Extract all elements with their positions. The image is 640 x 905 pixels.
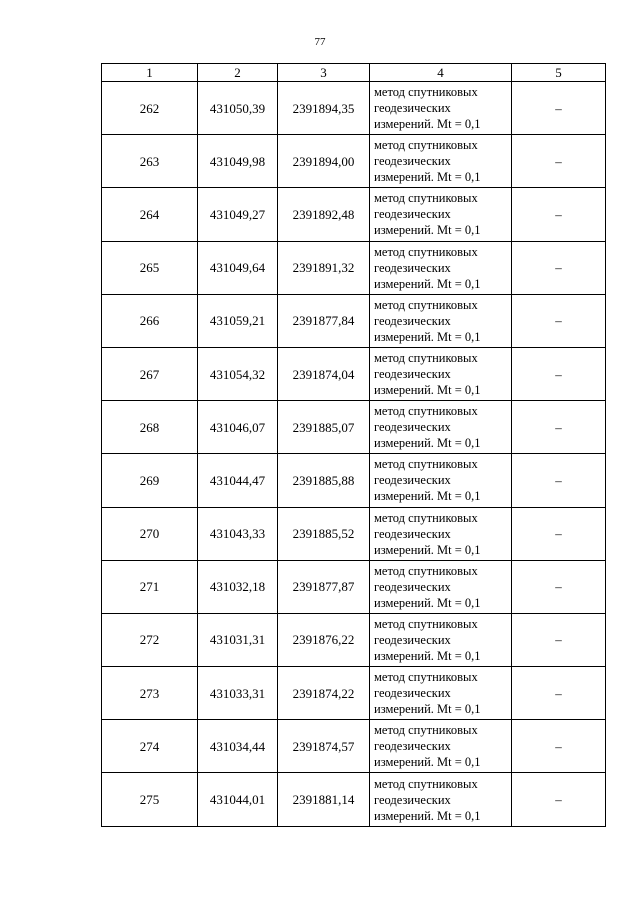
method-line: метод спутниковых	[374, 351, 478, 366]
note-cell: –	[512, 773, 606, 826]
method-line: измерений. Mt = 0,1	[374, 170, 481, 185]
y-coordinate-cell: 2391874,57	[278, 720, 370, 773]
method-line: метод спутниковых	[374, 85, 478, 100]
method-line: геодезических	[374, 632, 451, 647]
x-coordinate-cell: 431054,32	[198, 347, 278, 400]
note-cell: –	[512, 135, 606, 188]
method-cell	[370, 773, 512, 826]
y-coordinate-cell: 2391881,14	[278, 773, 370, 826]
y-coordinate-cell: 2391885,52	[278, 507, 370, 560]
y-coordinate-cell: 2391876,22	[278, 613, 370, 666]
method-line: метод спутниковых	[374, 191, 478, 206]
method-line: геодезических	[374, 367, 451, 382]
method-line: измерений. Mt = 0,1	[374, 329, 481, 344]
note-cell: –	[512, 188, 606, 241]
y-coordinate-cell: 2391877,87	[278, 560, 370, 613]
y-coordinate-cell: 2391885,88	[278, 454, 370, 507]
table-row	[102, 560, 606, 613]
method-line: геодезических	[374, 739, 451, 754]
table-row	[102, 241, 606, 294]
point-number-cell: 270	[102, 507, 198, 560]
x-coordinate-cell: 431044,47	[198, 454, 278, 507]
method-line: метод спутниковых	[374, 776, 478, 791]
method-cell	[370, 82, 512, 135]
method-cell	[370, 401, 512, 454]
x-coordinate-cell: 431033,31	[198, 667, 278, 720]
method-line: метод спутниковых	[374, 457, 478, 472]
method-cell	[370, 720, 512, 773]
method-line: геодезических	[374, 154, 451, 169]
x-coordinate-cell: 431043,33	[198, 507, 278, 560]
method-cell	[370, 347, 512, 400]
note-cell: –	[512, 241, 606, 294]
note-cell: –	[512, 82, 606, 135]
method-line: метод спутниковых	[374, 510, 478, 525]
method-line: метод спутниковых	[374, 723, 478, 738]
point-number-cell: 264	[102, 188, 198, 241]
column-header-5: 5	[512, 64, 606, 82]
method-line: измерений. Mt = 0,1	[374, 383, 481, 398]
method-line: геодезических	[374, 792, 451, 807]
method-line: геодезических	[374, 473, 451, 488]
method-cell	[370, 294, 512, 347]
note-cell: –	[512, 720, 606, 773]
note-cell: –	[512, 401, 606, 454]
point-number-cell: 262	[102, 82, 198, 135]
method-line: геодезических	[374, 526, 451, 541]
x-coordinate-cell: 431059,21	[198, 294, 278, 347]
x-coordinate-cell: 431032,18	[198, 560, 278, 613]
table-row	[102, 188, 606, 241]
point-number-cell: 271	[102, 560, 198, 613]
method-line: измерений. Mt = 0,1	[374, 648, 481, 663]
point-number-cell: 268	[102, 401, 198, 454]
method-line: метод спутниковых	[374, 244, 478, 259]
table-row	[102, 347, 606, 400]
x-coordinate-cell: 431050,39	[198, 82, 278, 135]
x-coordinate-cell: 431034,44	[198, 720, 278, 773]
x-coordinate-cell: 431049,64	[198, 241, 278, 294]
method-cell	[370, 613, 512, 666]
note-cell: –	[512, 454, 606, 507]
method-line: метод спутниковых	[374, 563, 478, 578]
y-coordinate-cell: 2391894,00	[278, 135, 370, 188]
x-coordinate-cell: 431031,31	[198, 613, 278, 666]
table-row	[102, 773, 606, 826]
y-coordinate-cell: 2391891,32	[278, 241, 370, 294]
point-number-cell: 272	[102, 613, 198, 666]
method-line: измерений. Mt = 0,1	[374, 276, 481, 291]
point-number-cell: 275	[102, 773, 198, 826]
method-line: измерений. Mt = 0,1	[374, 702, 481, 717]
note-cell: –	[512, 294, 606, 347]
method-line: измерений. Mt = 0,1	[374, 755, 481, 770]
x-coordinate-cell: 431046,07	[198, 401, 278, 454]
column-header-3: 3	[278, 64, 370, 82]
y-coordinate-cell: 2391874,22	[278, 667, 370, 720]
method-line: измерений. Mt = 0,1	[374, 808, 481, 823]
note-cell: –	[512, 613, 606, 666]
method-line: геодезических	[374, 313, 451, 328]
y-coordinate-cell: 2391894,35	[278, 82, 370, 135]
method-line: геодезических	[374, 101, 451, 116]
point-number-cell: 267	[102, 347, 198, 400]
x-coordinate-cell: 431049,27	[198, 188, 278, 241]
y-coordinate-cell: 2391892,48	[278, 188, 370, 241]
method-line: измерений. Mt = 0,1	[374, 117, 481, 132]
column-header-2: 2	[198, 64, 278, 82]
note-cell: –	[512, 667, 606, 720]
y-coordinate-cell: 2391877,84	[278, 294, 370, 347]
method-line: метод спутниковых	[374, 138, 478, 153]
method-cell	[370, 560, 512, 613]
point-number-cell: 263	[102, 135, 198, 188]
method-line: измерений. Mt = 0,1	[374, 223, 481, 238]
table-row	[102, 401, 606, 454]
method-line: геодезических	[374, 260, 451, 275]
table-row	[102, 294, 606, 347]
column-header-1: 1	[102, 64, 198, 82]
x-coordinate-cell: 431049,98	[198, 135, 278, 188]
page-number: 77	[314, 36, 326, 48]
method-line: метод спутниковых	[374, 404, 478, 419]
table-header-row	[102, 64, 606, 82]
point-number-cell: 269	[102, 454, 198, 507]
method-cell	[370, 507, 512, 560]
point-number-cell: 274	[102, 720, 198, 773]
method-line: геодезических	[374, 420, 451, 435]
x-coordinate-cell: 431044,01	[198, 773, 278, 826]
method-cell	[370, 667, 512, 720]
table-row	[102, 82, 606, 135]
table-row	[102, 720, 606, 773]
note-cell: –	[512, 507, 606, 560]
y-coordinate-cell: 2391885,07	[278, 401, 370, 454]
method-line: геодезических	[374, 686, 451, 701]
point-number-cell: 273	[102, 667, 198, 720]
coordinates-table	[101, 63, 606, 827]
method-line: геодезических	[374, 579, 451, 594]
method-line: измерений. Mt = 0,1	[374, 595, 481, 610]
y-coordinate-cell: 2391874,04	[278, 347, 370, 400]
method-line: метод спутниковых	[374, 670, 478, 685]
method-line: измерений. Mt = 0,1	[374, 542, 481, 557]
table-row	[102, 135, 606, 188]
table-row	[102, 613, 606, 666]
method-cell	[370, 454, 512, 507]
method-cell	[370, 188, 512, 241]
method-line: метод спутниковых	[374, 297, 478, 312]
table-row	[102, 667, 606, 720]
note-cell: –	[512, 347, 606, 400]
table-body	[102, 64, 606, 827]
method-line: геодезических	[374, 207, 451, 222]
table-row	[102, 454, 606, 507]
method-line: измерений. Mt = 0,1	[374, 436, 481, 451]
note-cell: –	[512, 560, 606, 613]
method-line: метод спутниковых	[374, 616, 478, 631]
method-line: измерений. Mt = 0,1	[374, 489, 481, 504]
column-header-4: 4	[370, 64, 512, 82]
point-number-cell: 265	[102, 241, 198, 294]
method-cell	[370, 135, 512, 188]
point-number-cell: 266	[102, 294, 198, 347]
method-cell	[370, 241, 512, 294]
table-row	[102, 507, 606, 560]
